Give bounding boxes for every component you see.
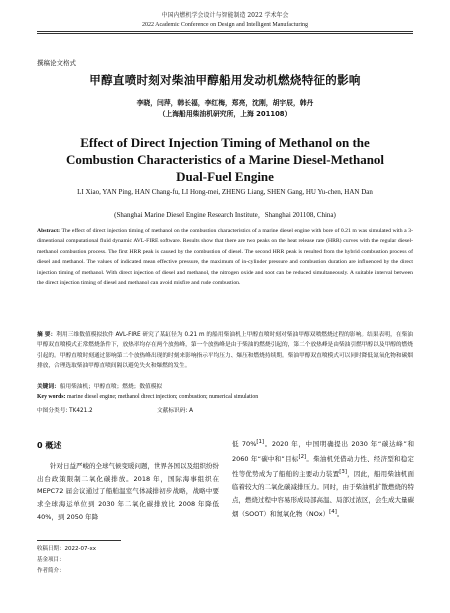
footnote-rule [37,540,121,541]
keywords-cn-text: 船用柴油机；甲醇直喷；燃烧；数值模拟 [59,384,163,390]
citation-1: [1] [256,439,265,445]
footnote-fund: 基金项目： [37,557,65,563]
intro-text-r3: 。柴油机凭借动力性、经济型和稳定性等优势成为了船舶的主要动力装置 [232,455,415,479]
citation-2: [2] [298,453,307,460]
keywords-en-label: Key words: [37,394,66,400]
body-column-right [232,436,414,521]
abstract-en-label: Abstract: [37,228,61,234]
cn-authors: 李晓，闫萍，韩长福，李红梅，郑亮，沈刚，胡宇辰，韩丹 [136,99,314,107]
keywords-cn [37,381,413,390]
intro-text-r5: 。 [336,510,344,519]
abstract-cn-text: 利用三维数值模拟软件 AVL-FIRE 研究了某缸径为 0.21 m 的船用柴油机上甲醇直喷时刻对柴油甲醇双喷燃烧过程的影响。结果表明，在柴油甲醇双直喷模式正常燃烧条件下，放热率均存在两个放热峰，第一个放热峰是由于柴油的燃烧引起的，第二个放热峰是由柴油引燃甲醇以及甲醇的燃烧引起的。甲醇直喷时刻通过影响第二个放热峰出现的时刻来影响指示平均压力、爆压和燃烧持续期。柴油甲醇双直喷模式可以同时降低氮氧化物和碳烟排放，合理选取柴油甲醇直喷间隔以避免失火和爆燃的发生。 [37,332,413,370]
clc-number: 中图分类号: TK421.2 [37,408,93,414]
abstract-en [37,226,413,288]
citation-4: [4] [329,509,337,516]
intro-paragraph-left: 针对日益严峻的全球气候变暖问题，世界各国以及组织纷纷出台政策限制二氧化碳排放。2018 年，国际海事组织在 MEPC72 届会议通过了船舶温室气体减排初步战略，战略中要求全球海运单位到 2030 年二氧化碳排放比 2008 年降低 40%，到 2050 年降 [37,461,219,521]
intro-text-r1: 低 70% [232,440,257,449]
keywords-cn-label: 关键词： [37,384,60,390]
section-heading-intro: 0 概述 [37,441,62,450]
keywords-en [37,394,413,400]
body-column-left [37,436,219,524]
cn-affiliation: （上海船用柴油机研究所，上海 201108） [158,110,292,118]
abstract-cn [37,330,413,372]
abstract-en-text: The effect of direct injection timing of methanol on the combustion characteristics of a marine diesel engine with bore of 0.21 m was simulated with a 3-dimentional computational fluid dynamic AVL-FIRE software. Results show that there are two peaks on the heat release rate (HRR) curves with the regular diesel-methanol combustion process. The first HRR peak is caused by the combustion of diesel. The second HRR peak is resulted from the hybrid combustion process of diesel and methanol. The values of indicated mean effective pressure, the maximum of in-cylinder pressure and combustion duration are influenced by the direct injection timing of methanol. With direct injection of diesel and methanol, the nitrogen oxide and soot can be reduced simultaneously. A suitable interval between the direct injection timing of diesel and methanol can avoid misfire and rude combustion. [37,228,413,287]
footnote-received: 收稿日期：2022-07-xx [37,546,96,552]
en-affiliation: (Shanghai Marine Diesel Engine Research Institute，Shanghai 201108, China) [114,211,336,219]
intro-text-r2: 。2020 年，中国明确提出 2030 年“碳达峰”和 2060 年“碳中和”目标 [232,440,414,464]
abstract-cn-label: 摘 要： [37,332,57,338]
header-line-cn: 中国内燃机学会设计与智能制造 2022 学术年会 [161,12,289,19]
citation-3: [3] [339,468,347,475]
en-title: Effect of Direct Injection Timing of Methanol on the Combustion Characteristics of a Marine Diesel-Methanol Dual-Fuel Engine [65,135,385,184]
footnote-author: 作者简介： [37,568,65,574]
header-rule [37,31,413,32]
document-code: 文献标识码: A [157,408,194,414]
intro-text-r4: ，因此，船用柴油机面临着较大的二氧化碳减排压力。同时，由于柴油机扩散燃烧的特点，燃烧过程中容易形成局部高温、局部过浓区，会生成大量碳烟（SOOT）和氮氧化物（NOx） [232,470,415,519]
section-label: 撰稿论文格式 [37,59,76,67]
classification-line [37,405,413,414]
cn-title: 甲醇直喷时刻对柴油甲醇船用发动机燃烧特征的影响 [89,73,361,87]
en-authors: LI Xiao, YAN Ping, HAN Chang-fu, LI Hong-mei, ZHENG Liang, SHEN Gang, HU Yu-chen, HAN Dan [77,188,373,196]
keywords-en-text: marine diesel engine; methanol direct injection; combustion; numerical simulation [66,394,259,400]
header-rule-2 [37,33,413,34]
header-line-en: 2022 Academic Conference on Design and Intelligent Manufacturing [141,22,309,28]
